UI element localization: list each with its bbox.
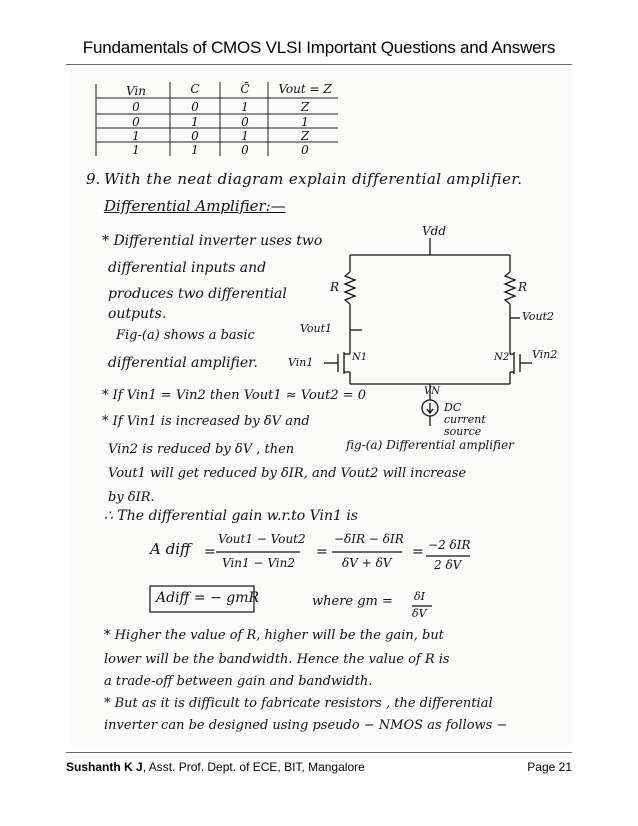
formula-den3: 2 δV bbox=[434, 558, 462, 572]
label-n1: N1 bbox=[352, 352, 368, 363]
table-cell: 0 bbox=[191, 129, 199, 143]
gm-numerator: δI bbox=[414, 590, 425, 603]
text-line: * But as it is difficult to fabricate resistors , the differential bbox=[104, 696, 493, 711]
formula-where: where gm = bbox=[312, 594, 393, 609]
text-line: Vout1 will get reduced by δIR, and Vout2 will increase bbox=[108, 466, 467, 481]
table-cell: 1 bbox=[241, 100, 249, 114]
formula-den2: δV + δV bbox=[342, 556, 392, 570]
footer-author-line bbox=[66, 760, 365, 774]
footer-author: Sushanth K J bbox=[66, 760, 143, 774]
text-line: * If Vin1 = Vin2 then Vout1 ≈ Vout2 = 0 bbox=[102, 388, 367, 403]
table-cell: 0 bbox=[191, 100, 199, 114]
label-vdd: Vdd bbox=[422, 224, 447, 238]
paragraph-line: differential amplifier. bbox=[108, 355, 258, 371]
gm-denominator: δV bbox=[412, 607, 427, 620]
table-cell: Z bbox=[300, 100, 310, 114]
paragraph-line: produces two differential bbox=[108, 286, 287, 302]
text-line: * Higher the value of R, higher will be the gain, but bbox=[104, 628, 444, 643]
section-title: Differential Amplifier:— bbox=[104, 197, 286, 215]
formula-num3: −2 δIR bbox=[428, 538, 471, 552]
table-cell: 0 bbox=[241, 115, 249, 129]
table-header-vout: Vout = Z bbox=[278, 82, 332, 96]
formula-num2: −δIR − δIR bbox=[334, 532, 404, 546]
question-text: With the neat diagram explain differential amplifier. bbox=[104, 170, 523, 188]
paragraph-line: Fig-(a) shows a basic bbox=[116, 328, 255, 343]
figure-caption: fig-(a) Differential amplifier bbox=[346, 438, 514, 452]
text-line: Vin2 is reduced by δV , then bbox=[108, 442, 295, 457]
equals-sign: = bbox=[204, 544, 216, 560]
footer-affiliation: , Asst. Prof. Dept. of ECE, BIT, Mangalore bbox=[142, 760, 365, 774]
formula-num1: Vout1 − Vout2 bbox=[218, 532, 306, 546]
label-vin2: Vin2 bbox=[532, 348, 558, 361]
label-vout1: Vout1 bbox=[300, 322, 333, 335]
text-line: a trade-off between gain and bandwidth. bbox=[104, 674, 373, 689]
page-header: Fundamentals of CMOS VLSI Important Questions and Answers bbox=[82, 38, 556, 57]
question-number: 9. bbox=[86, 170, 101, 188]
formula-den1: Vin1 − Vin2 bbox=[222, 556, 295, 570]
label-vin1: Vin1 bbox=[288, 356, 314, 369]
label-vout2: Vout2 bbox=[522, 310, 555, 323]
table-cell: 1 bbox=[241, 129, 249, 143]
text-line: lower will be the bandwidth. Hence the value of R is bbox=[104, 652, 450, 667]
table-cell: 0 bbox=[241, 143, 249, 157]
table-header-c: C bbox=[190, 82, 200, 96]
table-cell: 0 bbox=[132, 100, 140, 114]
table-cell: 1 bbox=[132, 143, 140, 157]
formula-adiff: A diff bbox=[150, 540, 191, 558]
table-cell: 1 bbox=[301, 115, 309, 129]
table-cell: 1 bbox=[132, 129, 140, 143]
table-cell: Z bbox=[300, 129, 310, 143]
text-line: * If Vin1 is increased by δV and bbox=[102, 414, 310, 429]
label-dc-source: DC current source bbox=[444, 401, 486, 438]
label-r-right: R bbox=[518, 280, 528, 294]
table-header-cbar: C̄ bbox=[240, 82, 250, 96]
label-n2: N2 bbox=[494, 352, 510, 363]
paragraph-line: differential inputs and bbox=[108, 260, 267, 276]
table-cell: 0 bbox=[301, 143, 309, 157]
table-cell: 1 bbox=[191, 115, 199, 129]
footer-rule bbox=[66, 752, 572, 753]
text-line: ∴ The differential gain w.r.to Vin1 is bbox=[104, 508, 358, 524]
text-line: inverter can be designed using pseudo − NMOS as follows − bbox=[104, 718, 508, 733]
table-cell: 0 bbox=[132, 115, 140, 129]
page-number: Page 21 bbox=[527, 760, 572, 774]
text-line: by δIR. bbox=[108, 490, 155, 505]
label-vn: VN bbox=[424, 386, 440, 397]
equals-sign: = bbox=[316, 544, 328, 560]
equals-sign: = bbox=[412, 544, 424, 560]
paragraph-line: outputs. bbox=[108, 306, 167, 322]
boxed-result: Adiff = − gmR bbox=[156, 590, 260, 606]
table-cell: 1 bbox=[191, 143, 199, 157]
table-header-vin: Vin bbox=[125, 84, 147, 98]
paragraph-line: * Differential inverter uses two bbox=[102, 233, 323, 249]
label-r-left: R bbox=[330, 280, 340, 294]
